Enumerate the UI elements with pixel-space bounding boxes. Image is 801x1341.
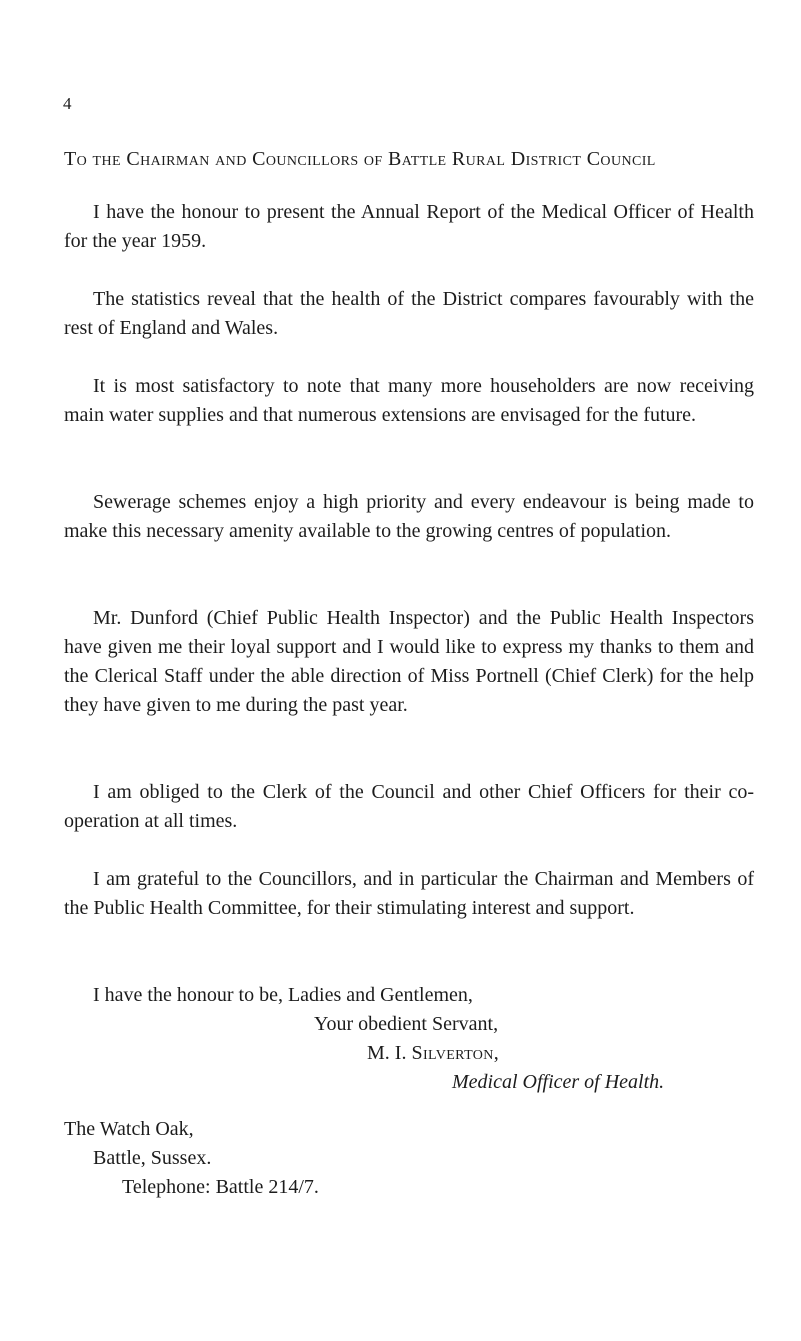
paragraph-water-supplies: It is most satisfactory to note that many more householders are now receiving main water supplies and that numerous extensions are envisaged for the future. [64,375,754,426]
address-line-2: Battle, Sussex. [93,1147,212,1169]
signatory-surname: Silverton, [411,1042,500,1064]
address-telephone: Telephone: Battle 214/7. [122,1176,319,1198]
signatory-name [367,1039,499,1068]
addressee-heading: To the Chairman and Councillors of Battle Rural District Council [64,148,656,170]
paragraph-introduction: I have the honour to present the Annual Report of the Medical Officer of Health for the year 1959. [64,201,754,252]
paragraph-statistics: The statistics reveal that the health of the District compares favourably with the rest of England and Wales. [64,288,754,339]
paragraph-thanks-inspectors: Mr. Dunford (Chief Public Health Inspector) and the Public Health Inspectors have given me their loyal support and I would like to express my thanks to them and the Clerical Staff under the able direction of Miss Portnell (Chief Clerk) for the help they have given to me during the past year. [64,607,754,716]
closing-valediction: Your obedient Servant, [314,1013,499,1035]
address-line-1: The Watch Oak, [64,1118,194,1140]
paragraph-sewerage: Sewerage schemes enjoy a high priority and every endeavour is being made to make this necessary amenity available to the growing centres of population. [64,491,754,542]
paragraph-clerk-council: I am obliged to the Clerk of the Council and other Chief Officers for their co-operation at all times. [64,781,754,832]
paragraph-councillors: I am grateful to the Councillors, and in particular the Chairman and Members of the Public Health Committee, for their stimulating interest and support. [64,868,754,919]
page-number: 4 [63,94,72,113]
closing-salutation: I have the honour to be, Ladies and Gentlemen, [93,984,473,1006]
signatory-initials: M. I. [367,1042,407,1064]
signatory-title: Medical Officer of Health. [452,1071,665,1093]
